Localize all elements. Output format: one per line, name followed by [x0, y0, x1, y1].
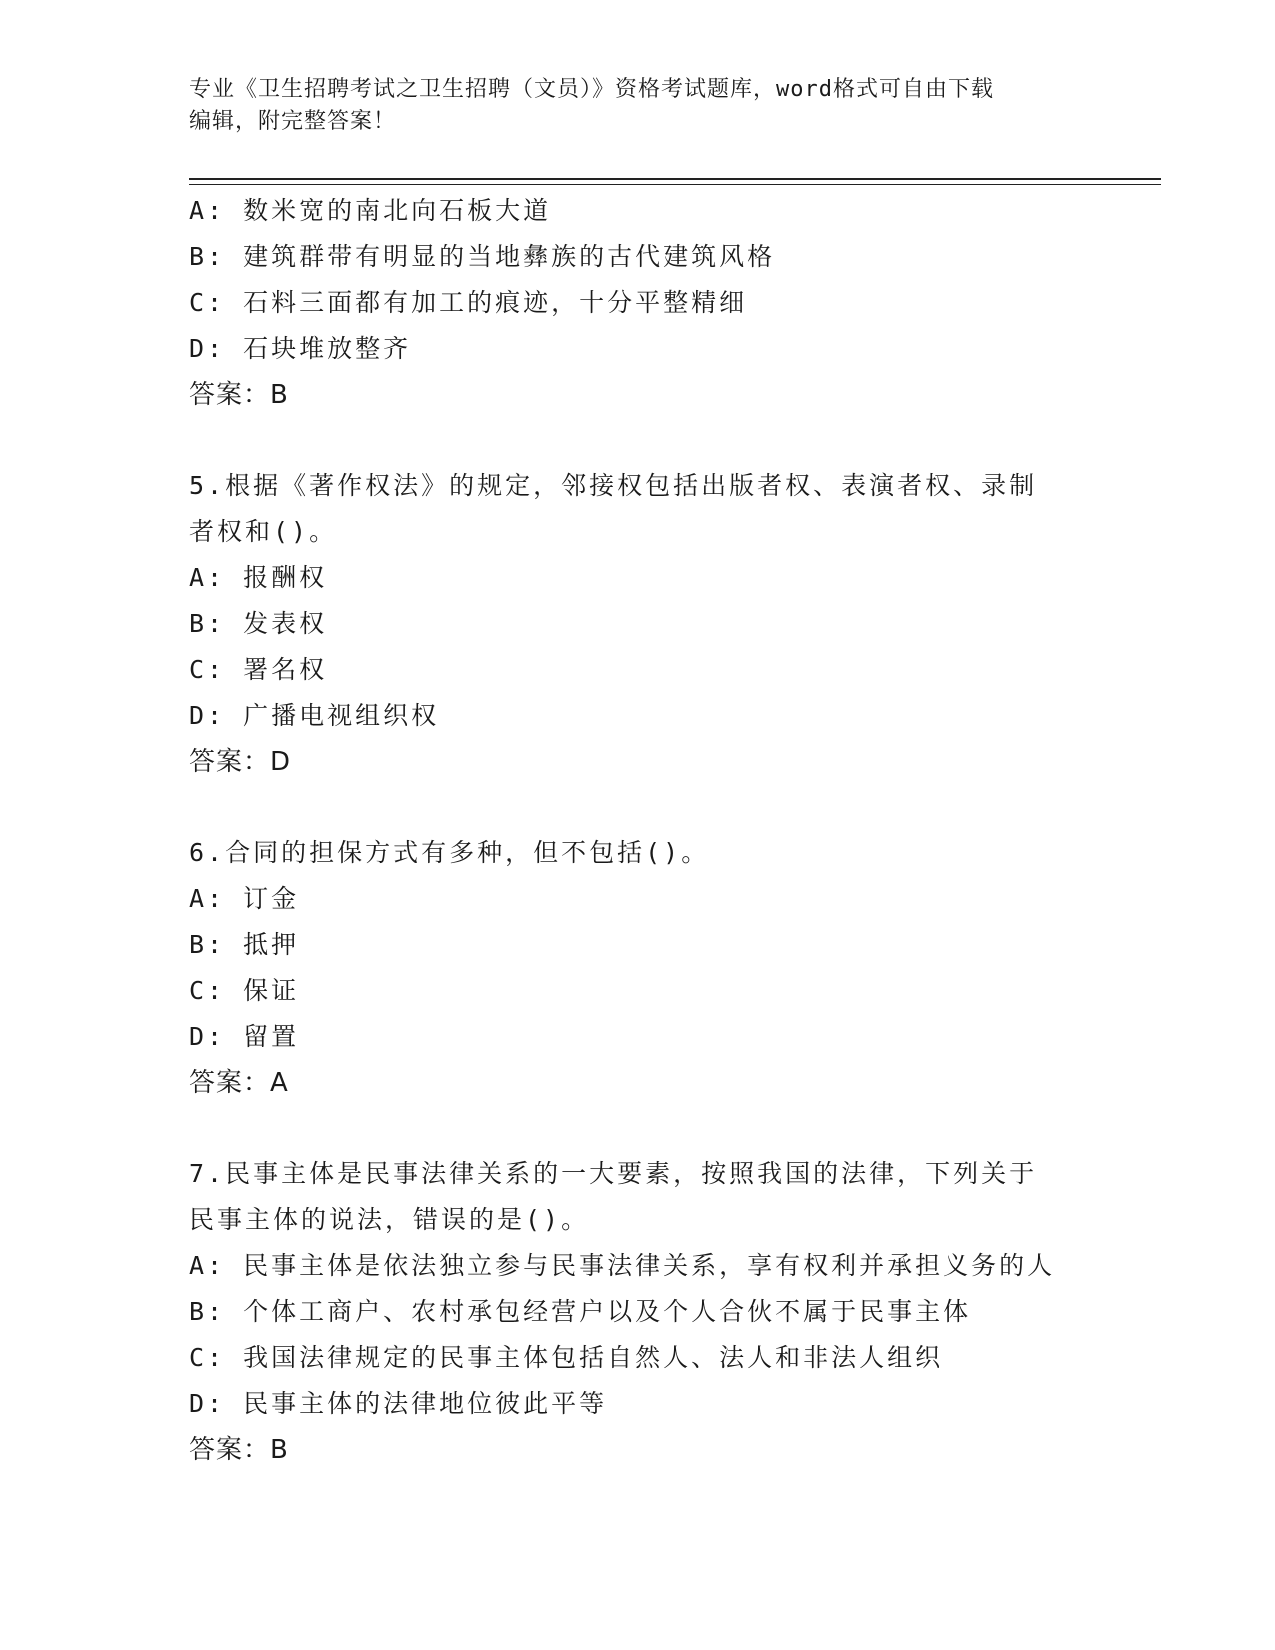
- header-divider-thick: [189, 178, 1161, 180]
- answer: 答案：B: [189, 1435, 289, 1465]
- question-stem-continued: 民事主体的说法，错误的是()。: [189, 1205, 590, 1234]
- spacer: [189, 1106, 1129, 1151]
- question-stem: 7.民事主体是民事法律关系的一大要素，按照我国的法律，下列关于: [189, 1159, 1038, 1188]
- question-5: [189, 463, 1129, 785]
- option-b: B: 建筑群带有明显的当地彝族的古代建筑风格: [189, 242, 776, 271]
- question-stem-continued: 者权和()。: [189, 517, 338, 546]
- option-c: C: 保证: [189, 976, 300, 1005]
- option-b: B: 抵押: [189, 930, 300, 959]
- answer: 答案：A: [189, 1068, 289, 1098]
- option-a: A: 民事主体是依法独立参与民事法律关系，享有权利并承担义务的人: [189, 1251, 1056, 1280]
- question-list: [189, 188, 1129, 1473]
- spacer: [189, 418, 1129, 463]
- header-divider-thin: [189, 184, 1161, 185]
- option-a: A: 报酬权: [189, 563, 328, 592]
- question-7: [189, 1151, 1129, 1473]
- option-c: C: 石料三面都有加工的痕迹，十分平整精细: [189, 288, 748, 317]
- question-6: [189, 830, 1129, 1106]
- option-c: C: 我国法律规定的民事主体包括自然人、法人和非法人组织: [189, 1343, 944, 1372]
- answer: 答案：D: [189, 747, 292, 777]
- option-c: C: 署名权: [189, 655, 328, 684]
- answer: 答案：B: [189, 380, 289, 410]
- option-a: A: 订金: [189, 884, 300, 913]
- option-d: D: 民事主体的法律地位彼此平等: [189, 1389, 608, 1418]
- question-4: [189, 188, 1129, 418]
- header-line-2: 编辑，附完整答案！: [189, 109, 397, 134]
- question-stem: 6.合同的担保方式有多种，但不包括()。: [189, 838, 710, 867]
- option-d: D: 广播电视组织权: [189, 701, 440, 730]
- document-header: [189, 74, 1089, 138]
- header-line-1: 专业《卫生招聘考试之卫生招聘（文员）》资格考试题库，word格式可自由下载: [189, 77, 994, 102]
- option-d: D: 石块堆放整齐: [189, 334, 412, 363]
- option-b: B: 发表权: [189, 609, 328, 638]
- option-a: A: 数米宽的南北向石板大道: [189, 196, 552, 225]
- option-d: D: 留置: [189, 1022, 300, 1051]
- spacer: [189, 785, 1129, 830]
- option-b: B: 个体工商户、农村承包经营户以及个人合伙不属于民事主体: [189, 1297, 972, 1326]
- question-stem: 5.根据《著作权法》的规定，邻接权包括出版者权、表演者权、录制: [189, 471, 1038, 500]
